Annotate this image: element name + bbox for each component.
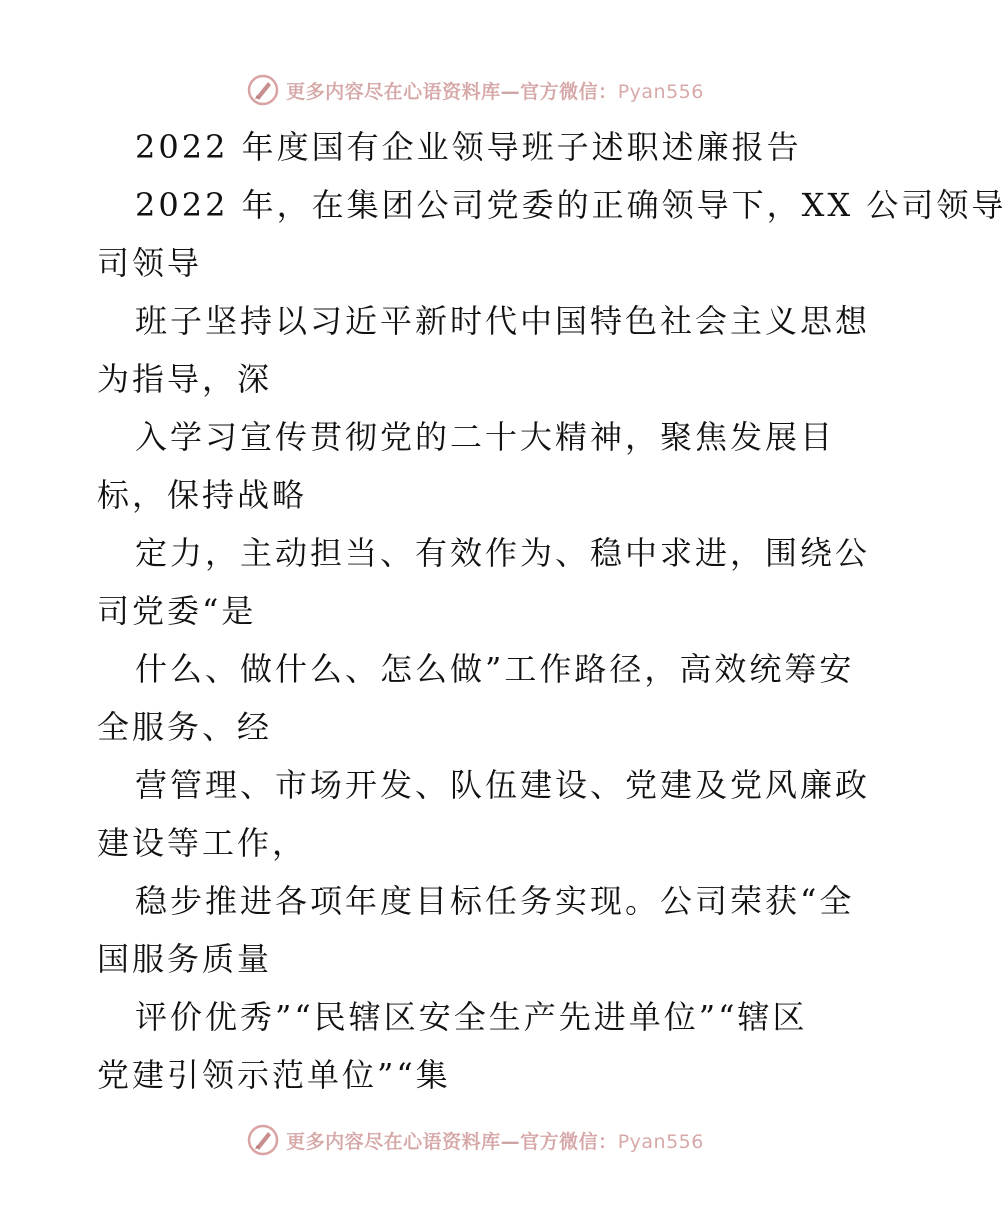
document-body (97, 118, 1006, 1104)
banner-brand: 更多内容尽在心语资料库 (286, 1130, 501, 1153)
text-line: 入学习宣传贯彻党的二十大精神，聚焦发展目 (135, 418, 836, 456)
text-line: 稳步推进各项年度目标任务实现。公司荣获“全 (135, 882, 855, 920)
banner-wechat-id: Pyan556 (617, 80, 704, 103)
banner-text (286, 1127, 704, 1154)
banner-separator: — (500, 80, 521, 103)
text-line: 2022 年度国有企业领导班子述职述廉报告 (135, 128, 802, 166)
banner-wechat-id: Pyan556 (617, 1130, 704, 1153)
text-line: 为指导，深 (97, 360, 273, 398)
pen-logo-icon (246, 1123, 280, 1157)
text-line: 国服务质量 (97, 940, 273, 978)
text-line: 什么、做什么、怎么做”工作路径，高效统筹安 (135, 650, 855, 688)
banner-text (286, 77, 704, 104)
text-line: 司领导 (97, 244, 203, 282)
header-watermark-banner (0, 70, 950, 110)
text-line: 2022 年，在集团公司党委的正确领导下，XX 公司领导 (135, 186, 1006, 224)
text-line: 定力，主动担当、有效作为、稳中求进，围绕公 (135, 534, 871, 572)
text-line: 营管理、市场开发、队伍建设、党建及党风廉政 (135, 766, 871, 804)
text-line: 建设等工作， (97, 824, 308, 862)
banner-separator: — (500, 1130, 521, 1153)
text-line: 评价优秀”“民辖区安全生产先进单位”“辖区 (135, 998, 808, 1036)
banner-wechat-label: 官方微信： (520, 1130, 618, 1153)
pen-logo-icon (246, 73, 280, 107)
footer-watermark-banner (0, 1120, 950, 1160)
text-line: 全服务、经 (97, 708, 273, 746)
text-line: 党建引领示范单位”“集 (97, 1056, 451, 1094)
banner-wechat-label: 官方微信： (520, 80, 618, 103)
banner-brand: 更多内容尽在心语资料库 (286, 80, 501, 103)
text-line: 标，保持战略 (97, 476, 308, 514)
text-line: 班子坚持以习近平新时代中国特色社会主义思想 (135, 302, 871, 340)
text-line: 司党委“是 (97, 592, 257, 630)
